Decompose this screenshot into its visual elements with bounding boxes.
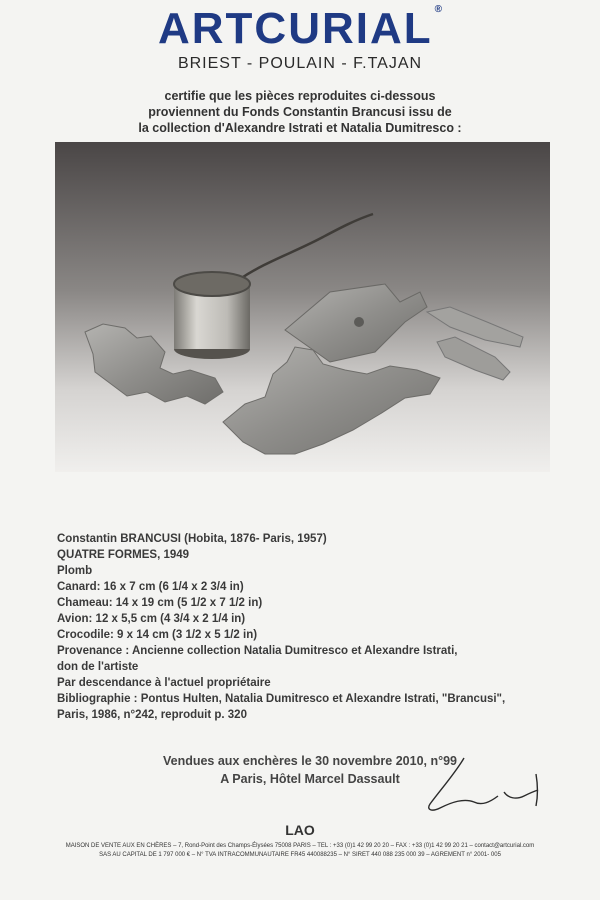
intro-line-3: la collection d'Alexandre Istrati et Natalia Dumitresco :	[138, 121, 462, 135]
caption-dim-avion: Avion: 12 x 5,5 cm (4 3/4 x 2 1/4 in)	[57, 613, 246, 625]
intro-line-2: proviennent du Fonds Constantin Brancusi issu de	[148, 105, 452, 119]
intro-line-1: certifie que les pièces reproduites ci-dessous	[164, 89, 436, 103]
brand-name: ARTCURIAL	[157, 4, 433, 53]
plate-hole	[354, 317, 364, 327]
auction-house-logo: LAO	[285, 822, 315, 838]
caption-dim-crocodile: Crocodile: 9 x 14 cm (3 1/2 x 5 1/2 in)	[57, 629, 258, 641]
sale-line-2: A Paris, Hôtel Marcel Dassault	[220, 772, 400, 786]
cup-handle	[240, 214, 373, 279]
certification-intro	[90, 88, 510, 136]
legal-footer	[20, 842, 580, 860]
caption-dim-canard: Canard: 16 x 7 cm (6 1/4 x 2 3/4 in)	[57, 581, 244, 593]
artwork-photo	[55, 142, 550, 472]
caption-dim-chameau: Chameau: 14 x 19 cm (5 1/2 x 7 1/2 in)	[57, 597, 263, 609]
caption-provenance-2: don de l'artiste	[57, 661, 139, 673]
caption-provenance-1: Provenance : Ancienne collection Natalia Dumitresco et Alexandre Istrati,	[57, 645, 458, 657]
caption-bibliography-2: Paris, 1986, n°242, reproduit p. 320	[57, 709, 247, 721]
lead-forms-illustration	[55, 142, 550, 472]
caption-descent: Par descendance à l'actuel propriétaire	[57, 677, 271, 689]
caption-bibliography-1: Bibliographie : Pontus Hulten, Natalia Dumitresco et Alexandre Istrati, "Brancusi",	[57, 693, 506, 705]
registered-mark: ®	[434, 4, 442, 15]
artwork-caption	[57, 531, 577, 723]
crocodile-form	[223, 347, 440, 454]
caption-medium: Plomb	[57, 565, 93, 577]
caption-title: QUATRE FORMES, 1949	[57, 549, 190, 561]
cup-rim	[174, 272, 250, 296]
sale-line-1: Vendues aux enchères le 30 novembre 2010, n°99	[162, 754, 458, 768]
artcurial-logo	[0, 4, 600, 54]
caption-artist: Constantin BRANCUSI (Hobita, 1876- Paris, 1957)	[57, 533, 327, 545]
footer-line-1: MAISON DE VENTE AUX EN CHÈRES – 7, Rond-Point des Champs-Élysées 75008 PARIS – TEL : +33 (0)1 42 99 20 20 – FAX : +33 (0)1 42 99 20 21 – contact@artcurial.com	[65, 843, 535, 849]
signature-mark	[412, 752, 552, 822]
subbrand: BRIEST - POULAIN - F.TAJAN	[177, 55, 423, 72]
avion-form-2	[437, 337, 510, 380]
footer-line-2: SAS AU CAPITAL DE 1 797 000 € – N° TVA INTRACOMMUNAUTAIRE FR45 440088235 – N° SIRET 440 088 235 000 39 – AGREMENT n° 2001- 005	[99, 852, 501, 858]
